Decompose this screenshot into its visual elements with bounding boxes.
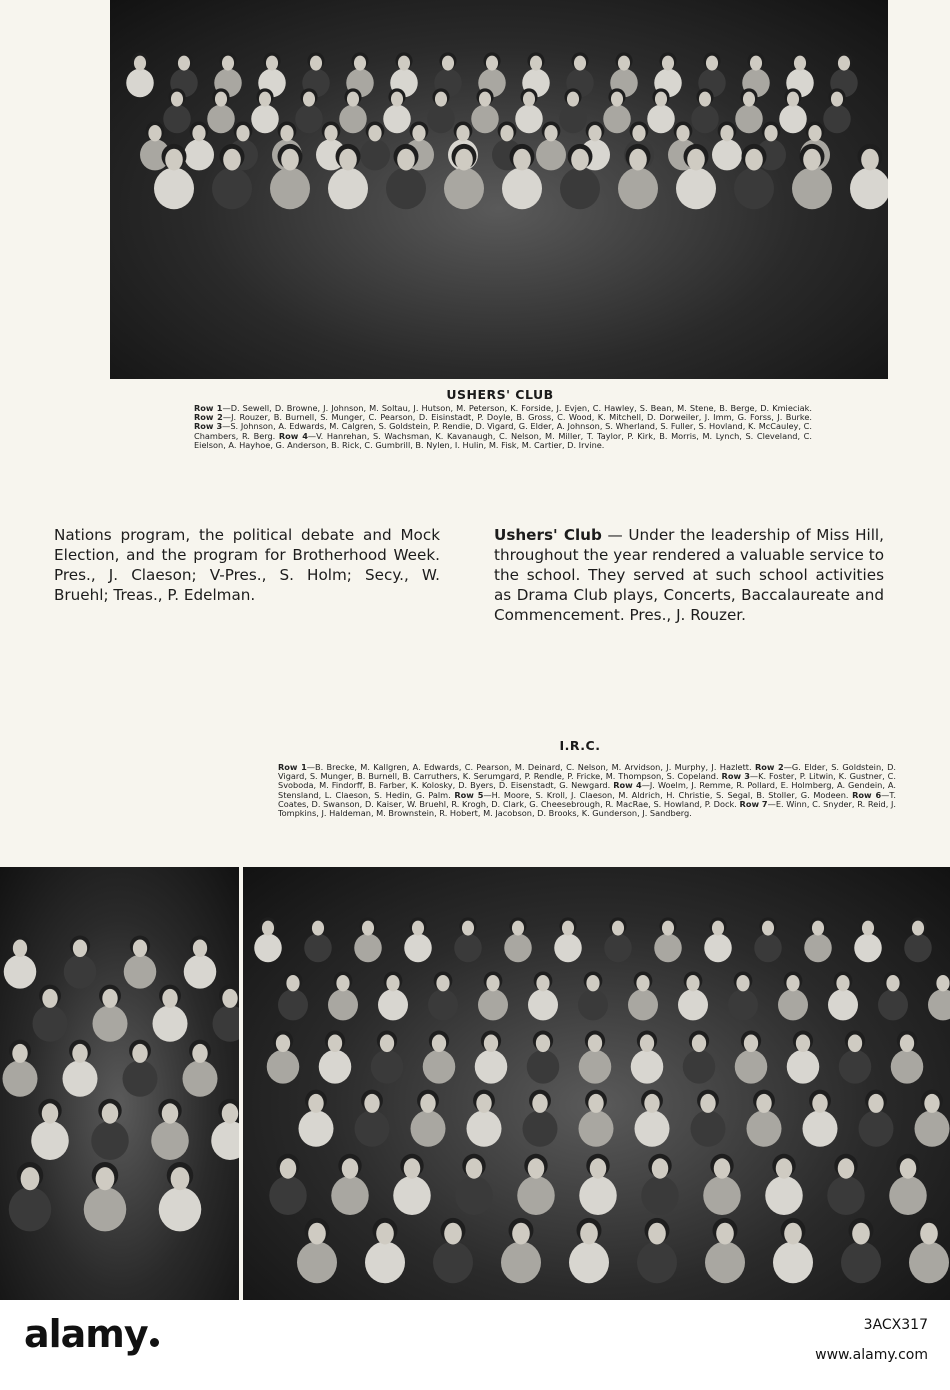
person-silhouette	[804, 917, 832, 962]
person-silhouette	[393, 1154, 431, 1215]
nations-program-paragraph: Nations program, the political debate and Mock Election, and the program for Brotherhood Week. Pres., J. Claeson; V-Pres., S. Holm; Secy., W. Bruehl; Treas., P. Edelman.	[54, 526, 440, 604]
roster-row-names: —T. Coates, D. Swanson, D. Kaiser, W. Bruehl, R. Krogh, D. Clark, G. Cheesebrough, R. MacRae, S. Howland, P. Dock.	[278, 789, 896, 809]
person-silhouette	[631, 1031, 664, 1084]
person-silhouette	[578, 971, 608, 1020]
person-silhouette	[355, 1090, 390, 1147]
person-silhouette	[159, 1162, 202, 1231]
person-silhouette	[4, 936, 37, 989]
irc-left-photo-figures	[0, 867, 239, 1300]
person-silhouette	[365, 1218, 405, 1283]
person-silhouette	[354, 917, 382, 962]
logo-dot-icon	[150, 1338, 159, 1347]
person-silhouette	[827, 1154, 865, 1215]
person-silhouette	[554, 917, 582, 962]
person-silhouette	[778, 971, 808, 1020]
roster-row-names: —S. Johnson, A. Edwards, M. Calgren, S. Goldstein, P. Rendie, D. Vigard, G. Elder, A. Johnson, S. Wherland, S. Fuller, S. Hovland, K. McCauley, C. Chambers, R. Berg.	[194, 421, 812, 441]
roster-row-label: Row 3	[194, 421, 223, 432]
person-silhouette	[839, 1031, 872, 1084]
person-silhouette	[267, 1031, 300, 1084]
person-silhouette	[213, 985, 240, 1042]
person-silhouette	[705, 1218, 745, 1283]
person-silhouette	[859, 1090, 894, 1147]
person-silhouette	[850, 144, 888, 209]
image-id: 3ACX317	[863, 1317, 928, 1333]
person-silhouette	[9, 1162, 52, 1231]
person-silhouette	[703, 1154, 741, 1215]
roster-row-names: —G. Elder, S. Goldstein, D. Vigard, S. Munger, B. Burnell, B. Carruthers, K. Serumgard, P. Rendle, P. Fricke, M. Thompson, S. Copeland.	[278, 762, 896, 782]
person-silhouette	[536, 121, 566, 170]
person-silhouette	[454, 917, 482, 962]
roster-row-names: —J. Rouzer, B. Burnell, S. Munger, C. Pearson, D. Eisinstadt, P. Doyle, B. Gross, C. Wood, K. Mitchell, D. Dorweiler, J. Imm, G. Forss, J. Burke.	[222, 412, 812, 423]
roster-row-names: —D. Sewell, D. Browne, J. Johnson, M. Soltau, J. Hutson, M. Peterson, K. Forside, J. Evjen, C. Hawley, S. Bean, M. Stene, B. Berge, D. Kmieciak.	[222, 403, 812, 413]
person-silhouette	[641, 1154, 679, 1215]
person-silhouette	[93, 985, 128, 1042]
roster-row-names: —J. Woelm, J. Remme, R. Pollard, E. Holmberg, A. Gendein, A. Stensland, L. Claeson, S. Hedin, G. Palm.	[278, 780, 896, 800]
roster-row-label: Row 7	[739, 798, 768, 809]
person-silhouette	[787, 1031, 820, 1084]
person-silhouette	[455, 1154, 493, 1215]
person-silhouette	[504, 917, 532, 962]
ushers-club-group-photo	[110, 0, 888, 379]
roster-row-names: —K. Foster, P. Litwin, K. Gustner, C. Svoboda, M. Findorff, B. Farber, K. Kolosky, D. Byers, D. Eisenstadt, G. Newgard.	[278, 771, 897, 791]
person-silhouette	[183, 1040, 218, 1097]
person-silhouette	[31, 1099, 69, 1160]
person-silhouette	[126, 52, 154, 97]
person-silhouette	[765, 1154, 803, 1215]
irc-title: I.R.C.	[559, 738, 601, 753]
person-silhouette	[735, 1031, 768, 1084]
person-silhouette	[91, 1099, 129, 1160]
person-silhouette	[211, 1099, 239, 1160]
roster-row-label: Row 4	[613, 780, 642, 791]
roster-row-label: Row 4	[278, 430, 308, 441]
alamy-logo	[24, 1312, 159, 1356]
person-silhouette	[478, 971, 508, 1020]
person-silhouette	[475, 1031, 508, 1084]
person-silhouette	[904, 917, 932, 962]
person-silhouette	[712, 121, 742, 170]
ushers-club-roster	[194, 404, 812, 450]
person-silhouette	[828, 971, 858, 1020]
person-silhouette	[33, 985, 68, 1042]
roster-row-label: Row 5	[454, 789, 484, 800]
person-silhouette	[579, 1090, 614, 1147]
person-silhouette	[123, 1040, 158, 1097]
person-silhouette	[151, 1099, 189, 1160]
person-silhouette	[678, 971, 708, 1020]
person-silhouette	[331, 1154, 369, 1215]
ushers-club-title: USHERS' CLUB	[446, 387, 554, 402]
person-silhouette	[854, 917, 882, 962]
person-silhouette	[523, 1090, 558, 1147]
person-silhouette	[704, 917, 732, 962]
person-silhouette	[328, 971, 358, 1020]
person-silhouette	[360, 121, 390, 170]
person-silhouette	[299, 1090, 334, 1147]
roster-row-label: Row 2	[194, 412, 223, 423]
person-silhouette	[278, 971, 308, 1020]
person-silhouette	[527, 1031, 560, 1084]
person-silhouette	[637, 1218, 677, 1283]
person-silhouette	[153, 985, 188, 1042]
ushers-club-paragraph	[494, 525, 884, 625]
person-silhouette	[428, 971, 458, 1020]
person-silhouette	[64, 936, 97, 989]
person-silhouette	[691, 1090, 726, 1147]
person-silhouette	[569, 1218, 609, 1283]
person-silhouette	[891, 1031, 924, 1084]
person-silhouette	[404, 917, 432, 962]
person-silhouette	[63, 1040, 98, 1097]
person-silhouette	[184, 121, 214, 170]
person-silhouette	[84, 1162, 127, 1231]
person-silhouette	[378, 971, 408, 1020]
person-silhouette	[915, 1090, 950, 1147]
ushers-club-lead: Ushers' Club	[494, 526, 602, 544]
roster-row-label: Row 3	[721, 771, 750, 782]
roster-row-label: Row 6	[852, 789, 882, 800]
person-silhouette	[184, 936, 217, 989]
person-silhouette	[604, 917, 632, 962]
person-silhouette	[635, 1090, 670, 1147]
roster-row-names: —V. Hanrehan, S. Wachsman, K. Kavanaugh, C. Nelson, M. Miller, T. Taylor, P. Kirk, B. Morris, M. Lynch, S. Cleveland, C. Eielson, A. Hayhoe, G. Anderson, B. Rick, C. Gumbrill, B. Nylen, I. Hulin, M. Fisk, M. Cartier, D. Irvine.	[194, 430, 812, 450]
person-silhouette	[773, 1218, 813, 1283]
roster-row-names: —E. Winn, C. Snyder, R. Reid, J. Tompkins, J. Haldeman, M. Brownstein, R. Hobert, M. Jacobson, D. Brooks, K. Gunderson, J. Sandberg.	[278, 798, 896, 819]
ushers-photo-figures	[110, 0, 888, 379]
person-silhouette	[909, 1218, 949, 1283]
person-silhouette	[628, 971, 658, 1020]
person-silhouette	[467, 1090, 502, 1147]
person-silhouette	[269, 1154, 307, 1215]
ushers-club-description: — Under the leadership of Miss Hill, throughout the year rendered a valuable service to the school. They served at such school activities as Drama Club plays, Concerts, Baccalaureate and Commencement. Pres., J. Rouzer.	[494, 526, 884, 624]
roster-row-label: Row 2	[754, 762, 784, 772]
irc-right-photo-figures	[243, 867, 950, 1300]
person-silhouette	[423, 1031, 456, 1084]
person-silhouette	[3, 1040, 38, 1097]
person-silhouette	[579, 1154, 617, 1215]
irc-group-photo-right	[243, 867, 950, 1300]
person-silhouette	[841, 1218, 881, 1283]
person-silhouette	[654, 917, 682, 962]
person-silhouette	[319, 1031, 352, 1084]
irc-group-photo-left	[0, 867, 239, 1300]
person-silhouette	[297, 1218, 337, 1283]
person-silhouette	[433, 1218, 473, 1283]
roster-row-label: Row 1	[194, 403, 223, 413]
person-silhouette	[803, 1090, 838, 1147]
person-silhouette	[683, 1031, 716, 1084]
person-silhouette	[528, 971, 558, 1020]
person-silhouette	[754, 917, 782, 962]
person-silhouette	[517, 1154, 555, 1215]
alamy-logo-text: alamy	[24, 1312, 148, 1356]
roster-row-names: —B. Brecke, M. Kallgren, A. Edwards, C. Pearson, M. Deinard, C. Nelson, M. Arvidson, J. Murphy, J. Hazlett.	[306, 762, 752, 772]
person-silhouette	[304, 917, 332, 962]
person-silhouette	[728, 971, 758, 1020]
person-silhouette	[371, 1031, 404, 1084]
person-silhouette	[878, 971, 908, 1020]
person-silhouette	[411, 1090, 446, 1147]
roster-row-label: Row 1	[278, 762, 307, 772]
person-silhouette	[747, 1090, 782, 1147]
roster-row-names: —H. Moore, S. Kroll, J. Claeson, M. Aldrich, H. Christie, S. Segal, B. Stoller, G. Modeen.	[483, 789, 849, 800]
person-silhouette	[889, 1154, 927, 1215]
person-silhouette	[124, 936, 157, 989]
person-silhouette	[579, 1031, 612, 1084]
person-silhouette	[928, 971, 950, 1020]
person-silhouette	[501, 1218, 541, 1283]
person-silhouette	[254, 917, 282, 962]
watermark-url: www.alamy.com	[815, 1347, 928, 1363]
irc-roster	[278, 763, 896, 818]
